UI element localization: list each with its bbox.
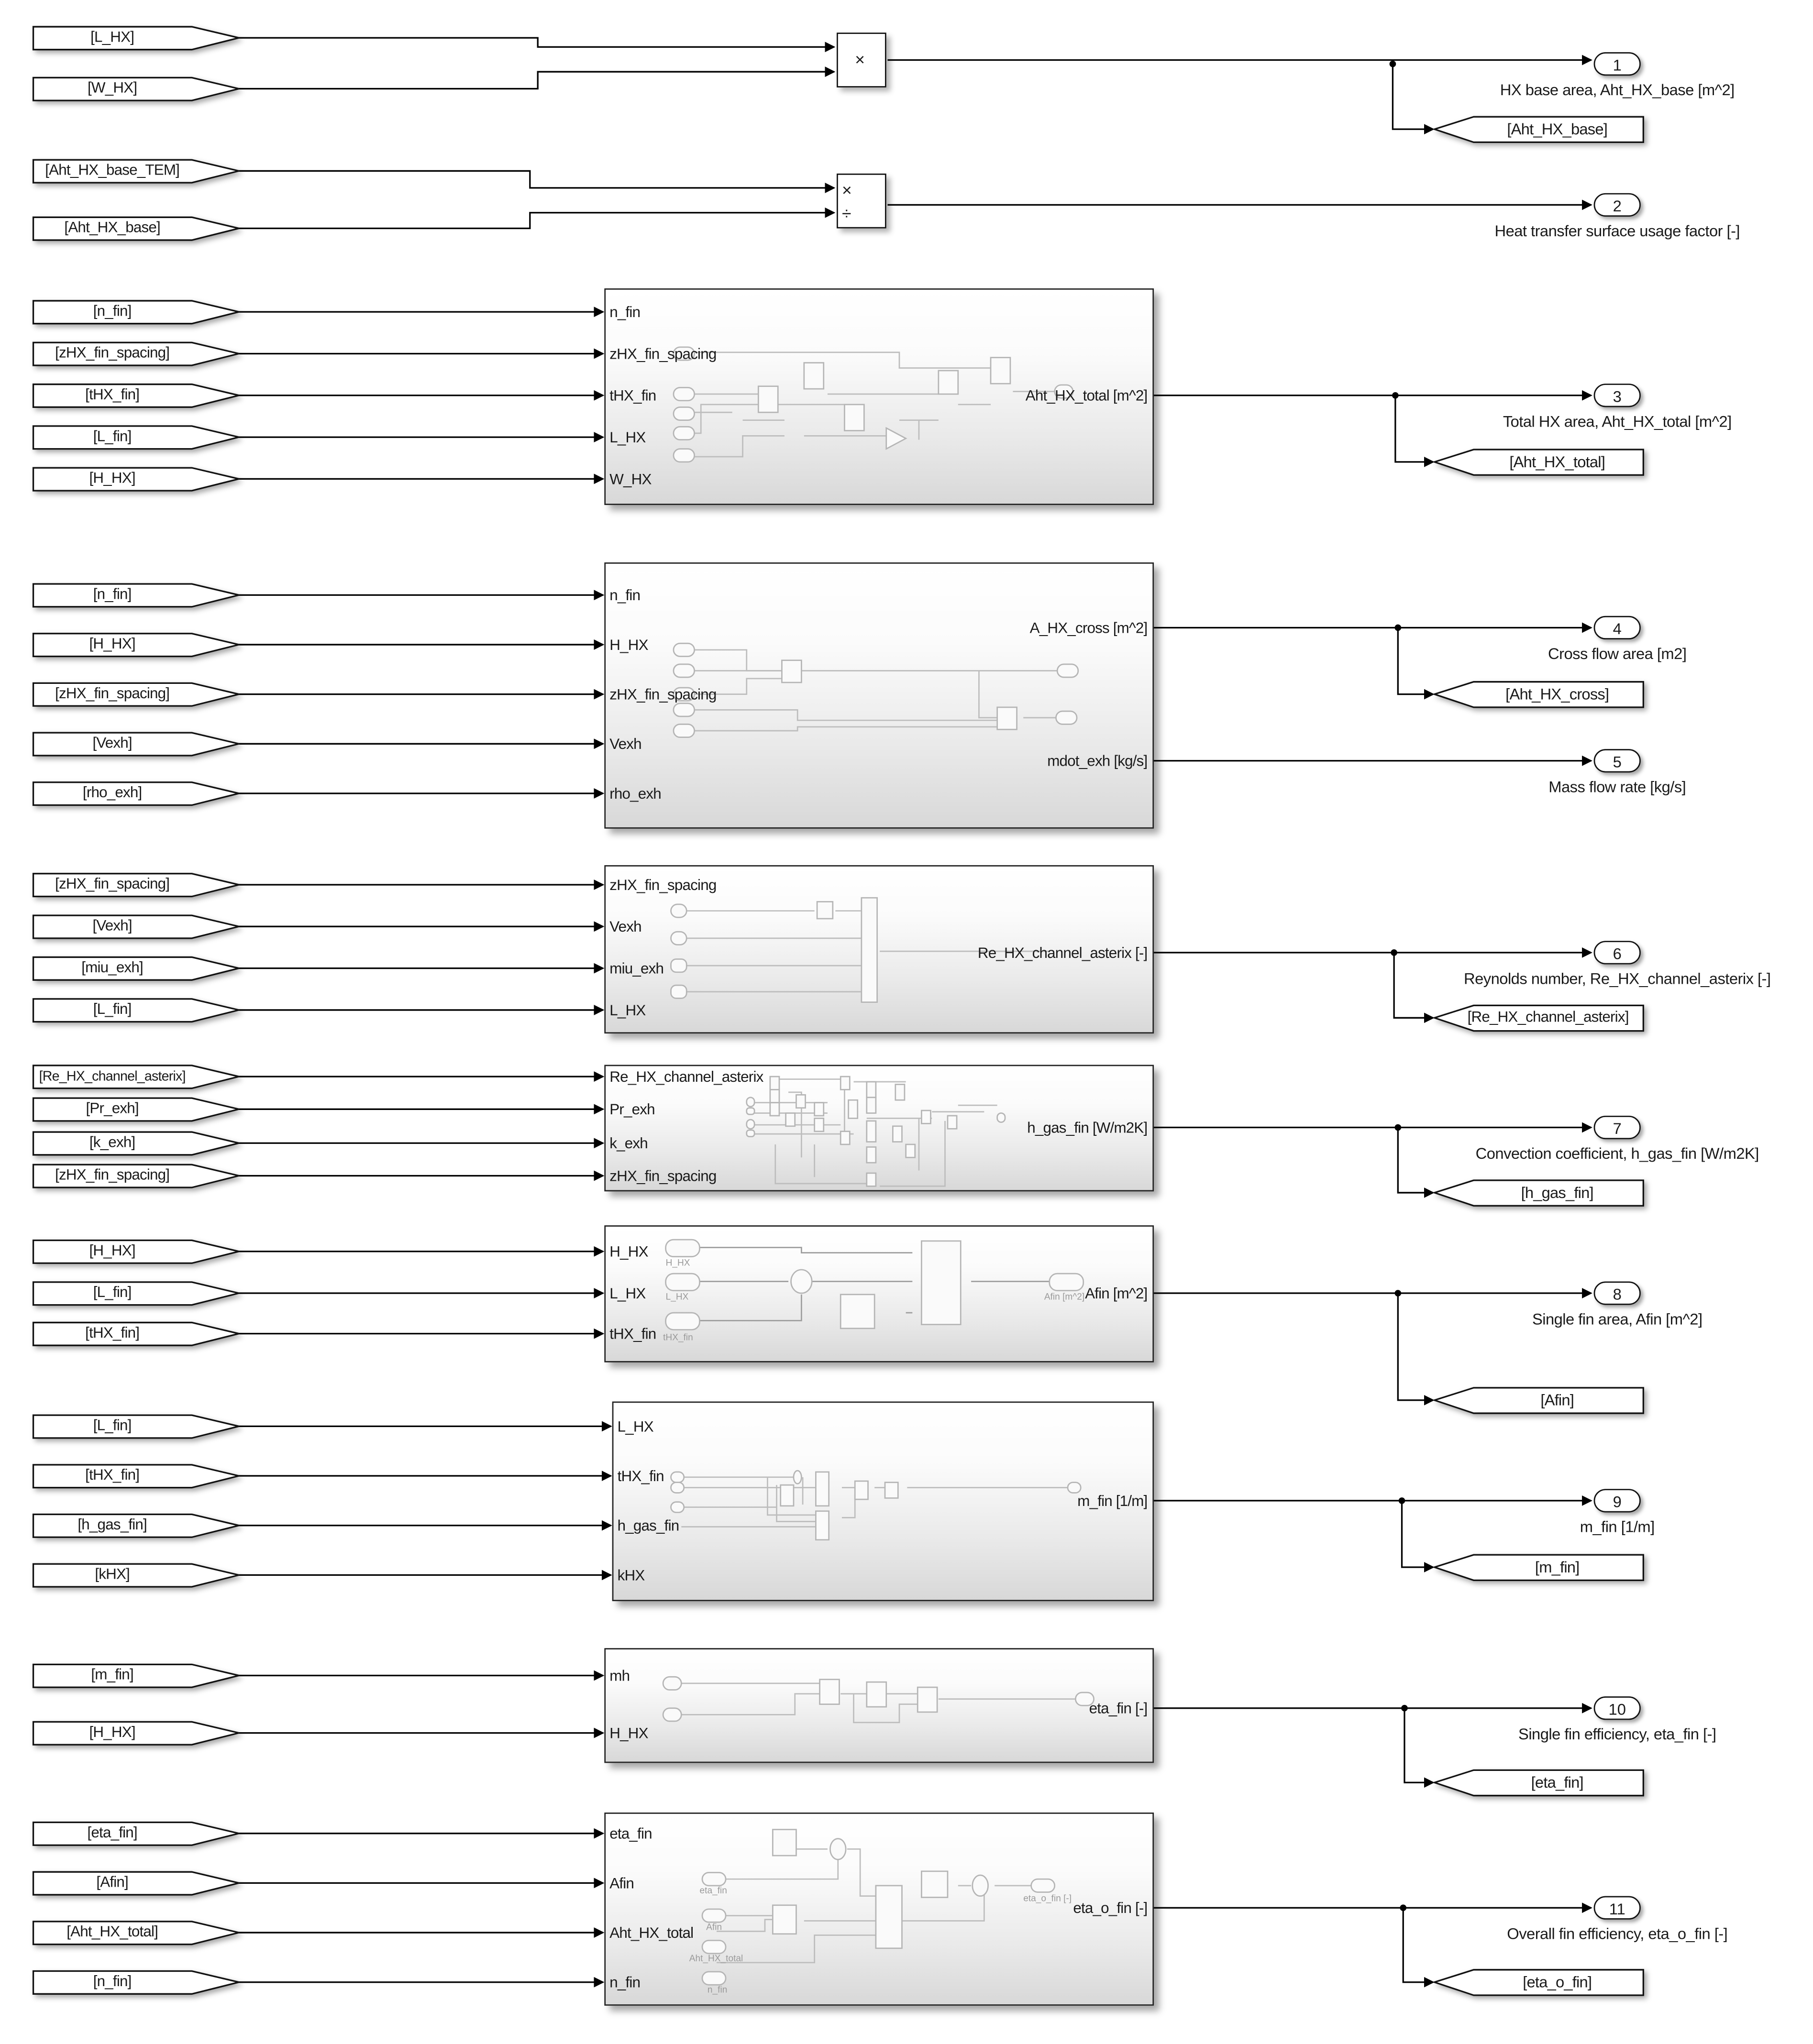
from-block-m-fin[interactable] bbox=[33, 1664, 239, 1687]
goto-block-aht-hx-cross[interactable] bbox=[1435, 681, 1644, 707]
outport-1[interactable]: 1 bbox=[1594, 52, 1641, 76]
from-block-label: [zHX_fin_spacing] bbox=[55, 346, 170, 362]
from-block-thx-fin[interactable] bbox=[33, 1322, 239, 1345]
from-block-zhx-fin-spacing[interactable] bbox=[33, 873, 239, 896]
input-port-label: mh bbox=[609, 1669, 630, 1685]
from-block-label: [m_fin] bbox=[91, 1668, 133, 1683]
outport-label: Mass flow rate [kg/s] bbox=[1548, 778, 1686, 796]
from-block-l-fin[interactable] bbox=[33, 1415, 239, 1438]
product-block[interactable] bbox=[837, 33, 886, 88]
from-block-h-hx[interactable] bbox=[33, 467, 239, 491]
from-block-l-hx[interactable] bbox=[33, 26, 239, 50]
outport-2[interactable]: 2 bbox=[1594, 193, 1641, 217]
outport-label: m_fin [1/m] bbox=[1580, 1517, 1655, 1536]
branch-points bbox=[1390, 61, 1408, 1911]
goto-block-label: [eta_o_fin] bbox=[1523, 1973, 1592, 1991]
from-block-label: [H_HX] bbox=[89, 1243, 135, 1260]
outport-label: Reynolds number, Re_HX_channel_asterix [-] bbox=[1464, 969, 1771, 988]
from-block-label: [L_fin] bbox=[93, 429, 132, 445]
input-port-label: tHX_fin bbox=[617, 1469, 664, 1485]
from-block-eta-fin[interactable] bbox=[33, 1822, 239, 1845]
input-port-label: Pr_exh bbox=[609, 1102, 655, 1119]
from-block-label: [n_fin] bbox=[93, 304, 132, 320]
goto-block-label: [eta_fin] bbox=[1531, 1773, 1583, 1792]
from-block-afin[interactable] bbox=[33, 1871, 239, 1895]
from-block-thx-fin[interactable] bbox=[33, 1464, 239, 1487]
input-port-label: H_HX bbox=[609, 1245, 648, 1261]
outport-label: Heat transfer surface usage factor [-] bbox=[1494, 221, 1740, 241]
from-block-zhx-fin-spacing[interactable] bbox=[33, 342, 239, 365]
outport-label: Overall fin efficiency, eta_o_fin [-] bbox=[1507, 1924, 1728, 1943]
from-block-h-hx[interactable] bbox=[33, 1240, 239, 1263]
from-block-label: [H_HX] bbox=[89, 637, 135, 653]
output-port-label: eta_o_fin [-] bbox=[1073, 1901, 1148, 1917]
input-port-label: Vexh bbox=[609, 737, 641, 753]
from-block-label: [k_exh] bbox=[89, 1135, 135, 1151]
input-port-label: L_HX bbox=[617, 1419, 653, 1436]
input-port-label: Aht_HX_total bbox=[609, 1926, 694, 1942]
from-block-label: [tHX_fin] bbox=[85, 1468, 140, 1484]
goto-block-label: [Afin] bbox=[1540, 1391, 1574, 1409]
from-block-khx[interactable] bbox=[33, 1563, 239, 1587]
from-block-l-fin[interactable] bbox=[33, 1281, 239, 1305]
from-block-label: [tHX_fin] bbox=[85, 387, 140, 404]
divide-icon: ÷ bbox=[841, 203, 851, 223]
from-block-h-hx[interactable] bbox=[33, 633, 239, 656]
from-block-aht-hx-base[interactable] bbox=[33, 217, 239, 240]
input-port-label: Vexh bbox=[609, 920, 641, 936]
goto-block-label: [Aht_HX_base] bbox=[1507, 120, 1608, 139]
goto-block-label: [Re_HX_channel_asterix] bbox=[1467, 1010, 1629, 1026]
output-port-label: h_gas_fin [W/m2K] bbox=[1027, 1121, 1148, 1137]
input-port-label: h_gas_fin bbox=[617, 1519, 679, 1535]
from-block-l-fin[interactable] bbox=[33, 998, 239, 1022]
goto-block-aht-hx-total[interactable] bbox=[1435, 449, 1644, 475]
from-block-label: [L_fin] bbox=[93, 1418, 132, 1434]
from-block-label: [zHX_fin_spacing] bbox=[55, 877, 170, 893]
from-block-n-fin[interactable] bbox=[33, 1970, 239, 1994]
from-block-label: [zHX_fin_spacing] bbox=[55, 1168, 170, 1184]
input-port-label: eta_fin bbox=[609, 1827, 652, 1843]
from-block-label: [Aht_HX_base_TEM] bbox=[45, 163, 180, 179]
subsystem-single-fin-area[interactable] bbox=[604, 1225, 1154, 1363]
outport-label: HX base area, Aht_HX_base [m^2] bbox=[1500, 81, 1735, 99]
inner-inport-label: eta_fin bbox=[699, 1887, 727, 1896]
inner-inport-label: Afin bbox=[706, 1923, 722, 1933]
from-block-h-hx[interactable] bbox=[33, 1721, 239, 1745]
from-block-label: [miu_exh] bbox=[81, 960, 143, 976]
input-port-label: tHX_fin bbox=[609, 1327, 656, 1343]
from-block-label: [Pr_exh] bbox=[86, 1101, 139, 1117]
inner-outport-label: Afin [m^2] bbox=[1044, 1293, 1085, 1303]
goto-block-eta-fin[interactable] bbox=[1435, 1769, 1644, 1796]
from-block-label: [H_HX] bbox=[89, 1725, 135, 1741]
goto-block-label: [m_fin] bbox=[1535, 1558, 1580, 1577]
inner-inport-label: L_HX bbox=[665, 1293, 689, 1303]
goto-block-m-fin[interactable] bbox=[1435, 1554, 1644, 1581]
from-block-h-gas-fin[interactable] bbox=[33, 1514, 239, 1537]
inner-inport-label: H_HX bbox=[665, 1259, 690, 1269]
from-block-k-exh[interactable] bbox=[33, 1132, 239, 1155]
output-port-label: Aht_HX_total [m^2] bbox=[1025, 389, 1148, 405]
divide-block[interactable] bbox=[837, 174, 886, 229]
inner-inport-label: tHX_fin bbox=[663, 1333, 693, 1343]
inner-outport-label: eta_o_fin [-] bbox=[1023, 1894, 1072, 1904]
input-port-label: n_fin bbox=[609, 1976, 641, 1991]
input-port-label: Afin bbox=[609, 1876, 634, 1892]
goto-block-re-hx-channel-asterix[interactable] bbox=[1435, 1005, 1644, 1031]
input-port-label: miu_exh bbox=[609, 961, 664, 978]
input-port-label: zHX_fin_spacing bbox=[609, 878, 717, 894]
multiply-icon: × bbox=[855, 49, 865, 69]
from-block-zhx-fin-spacing[interactable] bbox=[33, 1164, 239, 1187]
outport-10[interactable]: 10 bbox=[1594, 1696, 1641, 1720]
from-block-l-fin[interactable] bbox=[33, 426, 239, 449]
from-block-label: [Re_HX_channel_asterix] bbox=[39, 1068, 186, 1085]
output-port-label: A_HX_cross [m^2] bbox=[1029, 621, 1148, 637]
from-block-vexh[interactable] bbox=[33, 915, 239, 938]
input-port-label: k_exh bbox=[609, 1136, 648, 1153]
goto-block-h-gas-fin[interactable] bbox=[1435, 1180, 1644, 1206]
from-block-label: [n_fin] bbox=[93, 1974, 132, 1990]
from-block-vexh[interactable] bbox=[33, 732, 239, 756]
outport-label: Single fin area, Afin [m^2] bbox=[1532, 1310, 1702, 1329]
subsystem-preview bbox=[613, 1403, 1155, 1602]
from-block-label: [Vexh] bbox=[92, 918, 132, 934]
outport-4[interactable]: 4 bbox=[1594, 616, 1641, 639]
outport-label: Total HX area, Aht_HX_total [m^2] bbox=[1503, 412, 1732, 431]
goto-block-label: [Aht_HX_total] bbox=[1509, 452, 1605, 472]
outport-8[interactable]: 8 bbox=[1594, 1281, 1641, 1305]
input-port-label: zHX_fin_spacing bbox=[609, 347, 717, 363]
output-port-label: Afin [m^2] bbox=[1085, 1286, 1148, 1303]
goto-block-label: [h_gas_fin] bbox=[1521, 1183, 1593, 1202]
inner-inport-label: Aht_HX_total bbox=[689, 1955, 743, 1964]
from-block-zhx-fin-spacing[interactable] bbox=[33, 682, 239, 706]
goto-block-label: [Aht_HX_cross] bbox=[1505, 685, 1609, 703]
input-port-label: zHX_fin_spacing bbox=[609, 1169, 717, 1185]
from-block-label: [Vexh] bbox=[92, 736, 132, 752]
outport-6[interactable]: 6 bbox=[1594, 941, 1641, 964]
outport-label: Single fin efficiency, eta_fin [-] bbox=[1518, 1725, 1716, 1744]
output-port-label: eta_fin [-] bbox=[1089, 1702, 1148, 1717]
input-port-label: L_HX bbox=[609, 430, 646, 447]
from-block-thx-fin[interactable] bbox=[33, 384, 239, 407]
from-block-label: [W_HX] bbox=[88, 81, 137, 97]
subsystem-eta-o-fin[interactable] bbox=[604, 1813, 1154, 2006]
from-block-label: [rho_exh] bbox=[82, 785, 142, 802]
subsystem-preview bbox=[606, 1649, 1155, 1764]
input-port-label: H_HX bbox=[609, 638, 648, 654]
subsystem-reynolds[interactable] bbox=[604, 865, 1154, 1033]
subsystem-aht-hx-total[interactable] bbox=[604, 288, 1154, 505]
output-port-label: mdot_exh [kg/s] bbox=[1047, 754, 1148, 770]
from-block-n-fin[interactable] bbox=[33, 583, 239, 607]
input-port-label: kHX bbox=[617, 1568, 645, 1584]
multiply-icon: × bbox=[841, 180, 852, 200]
inner-inport-label: n_fin bbox=[707, 1986, 728, 1996]
subsystem-cross-flow-mass-flow[interactable] bbox=[604, 562, 1154, 829]
outport-7[interactable]: 7 bbox=[1594, 1116, 1641, 1139]
output-port-label: m_fin [1/m] bbox=[1077, 1494, 1148, 1510]
outport-label: Cross flow area [m2] bbox=[1548, 644, 1687, 663]
from-block-label: [eta_fin] bbox=[87, 1825, 137, 1842]
outport-3[interactable]: 3 bbox=[1594, 384, 1641, 407]
subsystem-m-fin[interactable] bbox=[612, 1402, 1154, 1601]
from-block-aht-hx-total[interactable] bbox=[33, 1921, 239, 1944]
goto-block-eta-o-fin[interactable] bbox=[1435, 1969, 1644, 1995]
subsystem-eta-fin[interactable] bbox=[604, 1648, 1154, 1763]
from-block-label: [n_fin] bbox=[93, 587, 132, 603]
input-port-label: tHX_fin bbox=[609, 389, 656, 405]
output-port-label: Re_HX_channel_asterix [-] bbox=[977, 946, 1148, 962]
from-block-label: [L_HX] bbox=[90, 30, 134, 46]
from-block-miu-exh[interactable] bbox=[33, 956, 239, 980]
input-port-label: H_HX bbox=[609, 1726, 648, 1742]
outport-11[interactable]: 11 bbox=[1594, 1896, 1641, 1920]
goto-block-aht-hx-base[interactable] bbox=[1435, 116, 1644, 143]
input-port-label: L_HX bbox=[609, 1286, 646, 1303]
input-port-label: L_HX bbox=[609, 1003, 646, 1020]
from-block-label: [kHX] bbox=[95, 1567, 130, 1583]
input-port-label: W_HX bbox=[609, 472, 652, 488]
input-port-label: n_fin bbox=[609, 588, 641, 604]
from-block-label: [L_fin] bbox=[93, 1285, 132, 1301]
goto-block-afin[interactable] bbox=[1435, 1387, 1644, 1414]
from-block-pr-exh[interactable] bbox=[33, 1098, 239, 1121]
outport-label: Convection coefficient, h_gas_fin [W/m2K] bbox=[1475, 1144, 1759, 1163]
from-block-w-hx[interactable] bbox=[33, 77, 239, 100]
from-block-label: [H_HX] bbox=[89, 471, 135, 487]
from-block-label: [L_fin] bbox=[93, 1002, 132, 1018]
from-block-label: [zHX_fin_spacing] bbox=[55, 686, 170, 702]
from-block-rho-exh[interactable] bbox=[33, 781, 239, 805]
from-block-label: [h_gas_fin] bbox=[77, 1517, 147, 1534]
from-block-label: [Aht_HX_base] bbox=[64, 220, 160, 236]
subsystem-convection-coefficient[interactable] bbox=[604, 1065, 1154, 1192]
from-block-n-fin[interactable] bbox=[33, 300, 239, 324]
from-block-label: [Aht_HX_total] bbox=[66, 1924, 158, 1941]
input-port-label: rho_exh bbox=[609, 787, 661, 803]
from-block-label: [Afin] bbox=[96, 1875, 128, 1891]
input-port-label: Re_HX_channel_asterix bbox=[609, 1070, 763, 1086]
outport-9[interactable]: 9 bbox=[1594, 1489, 1641, 1512]
input-port-label: n_fin bbox=[609, 305, 641, 321]
outport-5[interactable]: 5 bbox=[1594, 749, 1641, 772]
from-block-label: [tHX_fin] bbox=[85, 1326, 140, 1342]
from-block-re-hx-channel-asterix[interactable] bbox=[33, 1065, 239, 1088]
input-port-label: zHX_fin_spacing bbox=[609, 687, 717, 703]
from-block-aht-hx-base-tem[interactable] bbox=[33, 159, 239, 183]
